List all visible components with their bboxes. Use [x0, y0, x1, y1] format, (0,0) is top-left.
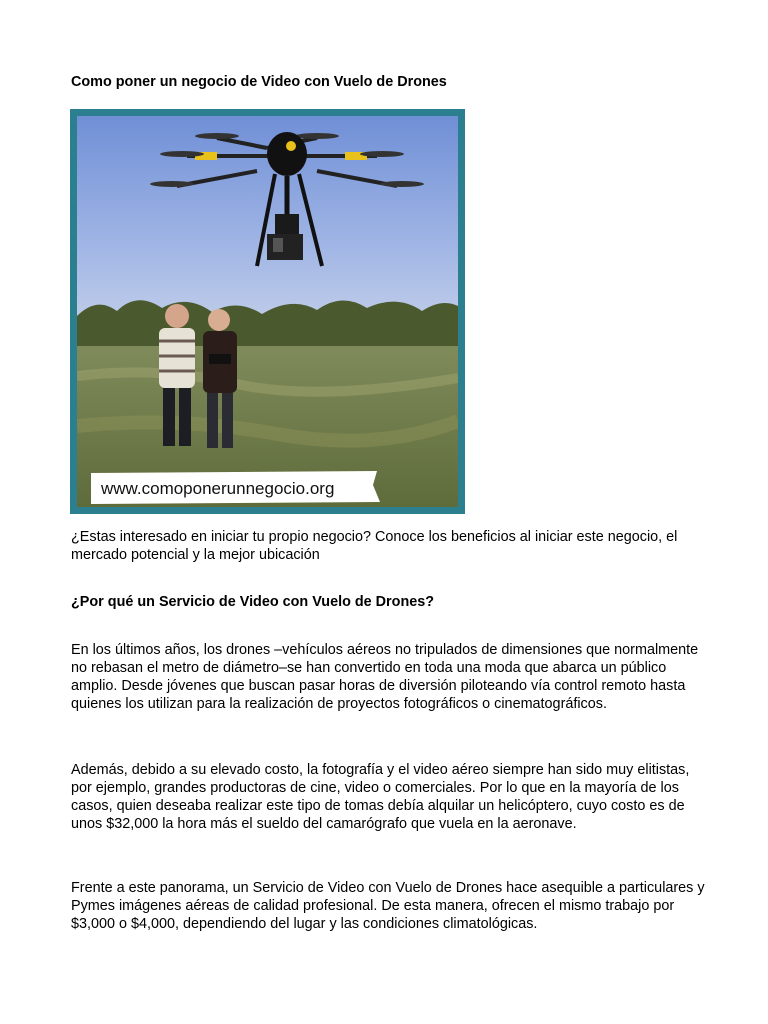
- watermark-text: www.comoponerunnegocio.org: [101, 479, 335, 498]
- document-title: Como poner un negocio de Video con Vuelo de Drones: [71, 74, 447, 90]
- body-paragraph: En los últimos años, los drones –vehículos aéreos no tripulados de dimensiones que normalmente no rebasan el metro de diámetro–se han convertido en toda una moda que abarca un público amplio. Desde jóvenes que buscan pasar horas de diversión piloteando vía control remoto hasta quienes los utilizan para la realización de proyectos fotográficos o cinematográficos.: [71, 642, 699, 712]
- body-paragraph: Frente a este panorama, un Servicio de Video con Vuelo de Drones hace asequible a particulares y Pymes imágenes aéreas de calidad profesional. De esta manera, ofrecen el mismo trabajo por $3,000 o $4,000, dependiendo del lugar y las condiciones climatológicas.: [71, 880, 705, 932]
- body-paragraph: Además, debido a su elevado costo, la fotografía y el video aéreo siempre han sido muy elitistas, por ejemplo, grandes productoras de cine, video o comerciales. Por lo que en la mayoría de los casos, quien deseaba realizar este tipo de tomas debía alquilar un helicóptero, cuyo costo es de unos $32,000 la hora más el sueldo del camarógrafo que vuela en la aeronave.: [71, 762, 690, 832]
- drone-photo-illustration: [77, 116, 458, 507]
- section-heading: ¿Por qué un Servicio de Video con Vuelo de Drones?: [71, 594, 435, 610]
- drone-photo: [70, 109, 465, 514]
- intro-paragraph: ¿Estas interesado en iniciar tu propio negocio? Conoce los beneficios al iniciar este negocio, el mercado potencial y la mejor ubicación: [71, 529, 678, 563]
